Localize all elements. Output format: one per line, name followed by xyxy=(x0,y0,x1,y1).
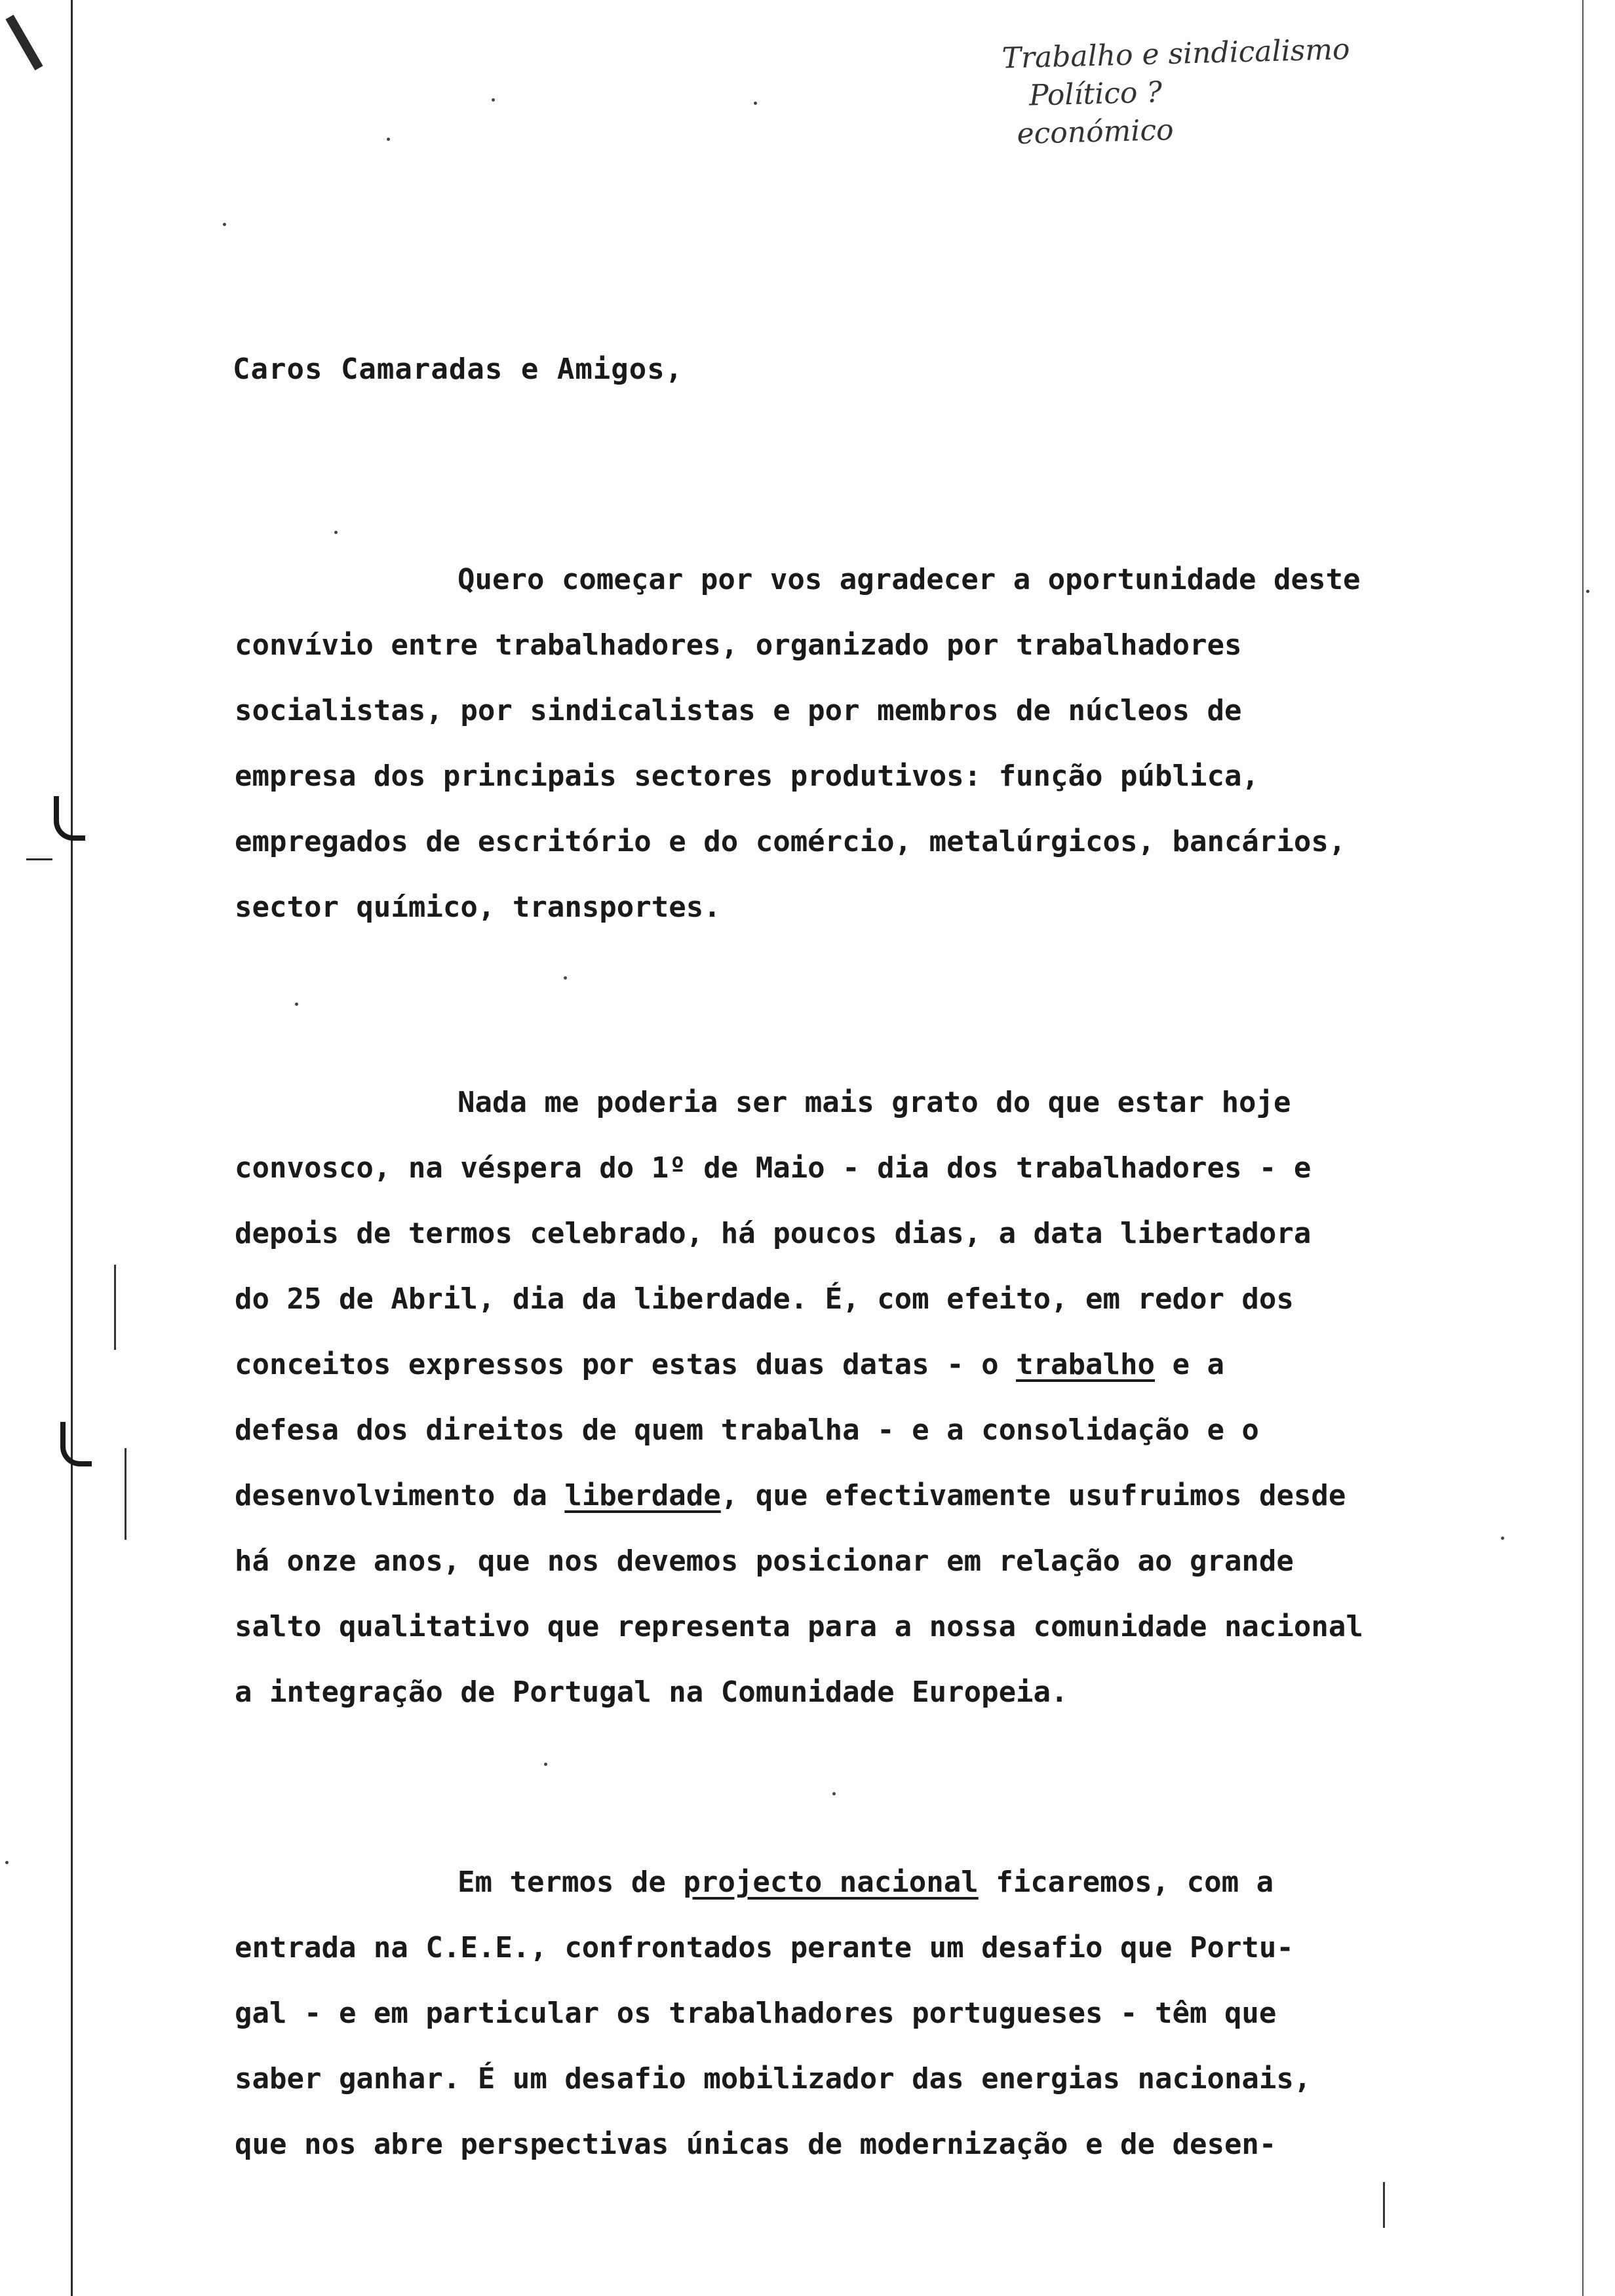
text-line: socialistas, por sindicalistas e por membros de núcleos de xyxy=(235,694,1242,727)
handwritten-note-line: Político ? xyxy=(1028,75,1163,113)
scan-speckle xyxy=(832,1792,836,1795)
text-line: empregados de escritório e do comércio, metalúrgicos, bancários, xyxy=(235,825,1346,858)
underlined-phrase-projecto-nacional: projecto nacional xyxy=(683,1866,979,1899)
scan-speckle xyxy=(754,102,757,105)
letter-paragraph-1 xyxy=(235,547,1546,940)
scan-speckle xyxy=(223,223,226,226)
text-line: depois de termos celebrado, há poucos dias, a data libertadora xyxy=(235,1217,1312,1250)
text-segment: ficaremos, com a xyxy=(978,1866,1274,1899)
handwritten-note-line: económico xyxy=(1016,113,1175,151)
letter-salutation: Caros Camaradas e Amigos, xyxy=(233,353,684,386)
letter-paragraph-3 xyxy=(235,1850,1546,2177)
scan-speckle xyxy=(295,1003,298,1006)
handwritten-note-line: Trabalho e sindicalismo xyxy=(1001,32,1351,75)
margin-bracket-mark xyxy=(54,796,85,841)
scan-speckle xyxy=(334,531,338,534)
scan-speckle xyxy=(492,98,495,102)
underlined-word-liberdade: liberdade xyxy=(564,1479,721,1512)
margin-dash-mark xyxy=(26,858,52,860)
text-segment: , que efectivamente usufruimos desde xyxy=(720,1479,1346,1512)
text-line xyxy=(235,1332,1546,1398)
text-line: a integração de Portugal na Comunidade Europeia. xyxy=(235,1675,1068,1709)
text-line: convívio entre trabalhadores, organizado por trabalhadores xyxy=(235,628,1242,662)
text-line: convosco, na véspera do 1º de Maio - dia dos trabalhadores - e xyxy=(235,1151,1312,1185)
scan-speckle xyxy=(564,976,567,980)
text-line xyxy=(235,1850,1546,1915)
text-line: Quero começar por vos agradecer a oportunidade deste xyxy=(457,563,1361,596)
text-line: que nos abre perspectivas únicas de modernização e de desen- xyxy=(235,2128,1277,2161)
margin-vertical-mark xyxy=(114,1265,116,1350)
scan-speckle xyxy=(1501,1537,1504,1540)
underlined-word-trabalho: trabalho xyxy=(1016,1348,1155,1381)
scan-speckle xyxy=(5,1861,9,1864)
text-segment: e a xyxy=(1154,1348,1224,1381)
text-segment: desenvolvimento da xyxy=(235,1479,565,1512)
scan-speckle xyxy=(544,1763,547,1766)
text-line: Nada me poderia ser mais grato do que estar hoje xyxy=(457,1086,1291,1119)
margin-vertical-mark xyxy=(125,1448,126,1540)
margin-bracket-mark xyxy=(60,1422,92,1466)
text-line: gal - e em particular os trabalhadores portugueses - têm que xyxy=(235,1997,1277,2030)
scan-speckle xyxy=(1586,590,1589,593)
letter-paragraph-2 xyxy=(235,1070,1546,1725)
text-line xyxy=(235,1463,1546,1529)
text-line: defesa dos direitos de quem trabalha - e a consolidação e o xyxy=(235,1413,1259,1447)
right-margin-line xyxy=(1582,0,1584,2296)
text-line: saber ganhar. É um desafio mobilizador das energias nacionais, xyxy=(235,2062,1312,2095)
binding-edge-line xyxy=(71,0,73,2296)
text-line: entrada na C.E.E., confrontados perante um desafio que Portu- xyxy=(235,1931,1294,1964)
text-line: do 25 de Abril, dia da liberdade. É, com efeito, em redor dos xyxy=(235,1282,1294,1316)
text-segment: Em termos de xyxy=(457,1866,684,1899)
text-line: salto qualitativo que representa para a nossa comunidade nacional xyxy=(235,1610,1363,1643)
corner-scan-mark xyxy=(5,15,43,71)
text-segment: conceitos expressos por estas duas datas - o xyxy=(235,1348,1017,1381)
text-line: empresa dos principais sectores produtivos: função pública, xyxy=(235,759,1259,793)
scan-speckle xyxy=(387,138,390,141)
margin-vertical-mark xyxy=(1383,2182,1385,2228)
text-line: há onze anos, que nos devemos posicionar em relação ao grande xyxy=(235,1544,1294,1578)
text-line: sector químico, transportes. xyxy=(235,890,721,924)
handwritten-note xyxy=(1002,26,1542,153)
